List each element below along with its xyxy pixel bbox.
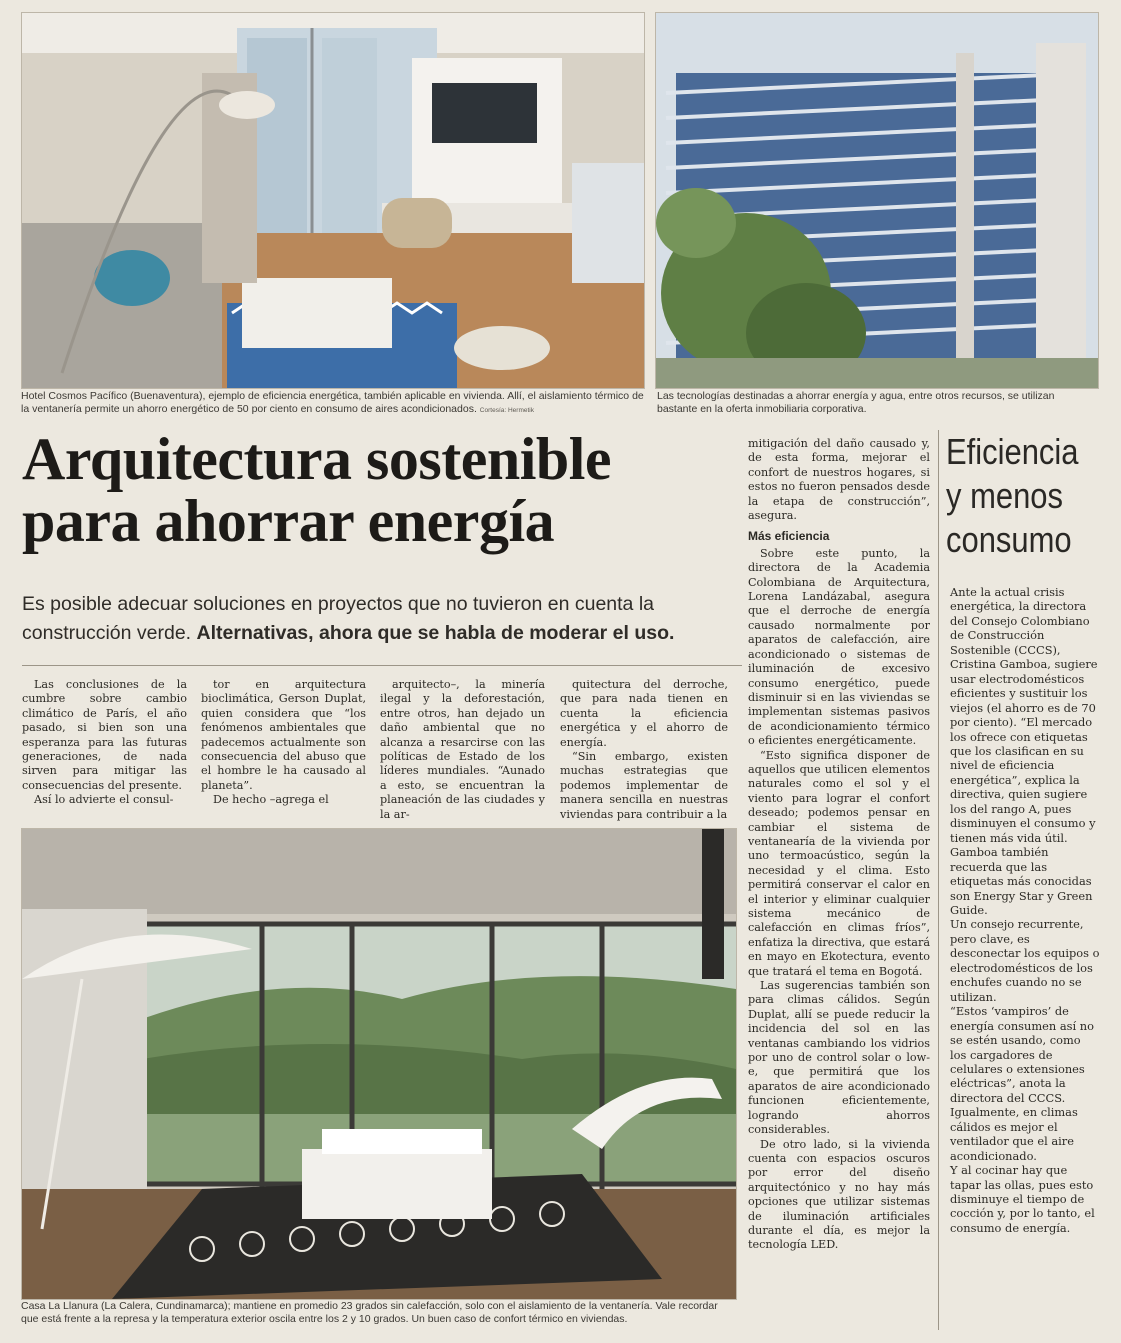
sidebar-paragraph-3: “Estos ‘vampiros’ de energía consumen así no se estén usando, como los cargadores de celulares o extensiones eléctricas”, anota la directora del CCCS. — [950, 1004, 1094, 1105]
col2-paragraph-2: De hecho –agrega el — [213, 793, 329, 807]
sidebar-paragraph-1: Ante la actual crisis energética, la directora del Consejo Colombiano de Construcción Sostenible (CCCS), Cristina Gamboa, sugiere usar electrodomésticos eficientes y sustituir los viejos (el ahorro es de 70 por ciento). “El mercado los ofrece con etiquetas que los clasifican en su nivel de eficiencia energética”, explica la directiva, quien sugiere los del rango A, pues disminuyen el consumo y tienen más vida útil. Gamboa también recuerda que las etiquetas más conocidas son Energy Star y Green Guide. — [950, 585, 1098, 917]
deck-plain-text: Es posible adecuar soluciones en proyectos que no tuvieron en cuenta la construcción verde. — [22, 593, 654, 644]
col2-paragraph-1: tor en arquitectura bioclimática, Gerson Duplat, quien considera que “los fenómenos ambientales que padecemos actualmente son consecuencia del abuso que el hombre le ha causado al planeta”. — [201, 678, 366, 792]
section-subhead: Más eficiencia — [748, 529, 830, 544]
col5-paragraph-4: Las sugerencias también son para climas cálidos. Según Duplat, allí se puede reducir la incidencia del sol en las ventanas cambiando los vidrios por uno de control solar o low-e, que permitirá que los aparatos de aire acondicionado funcionen eficientemente, logrando ahorros considerables. — [748, 979, 930, 1137]
hotel-room-illustration — [22, 13, 644, 388]
col4-paragraph-1: quitectura del derroche, que para nada tienen en cuenta la eficiencia energética y el ahorro de energía. — [560, 678, 728, 749]
col5-paragraph-1: mitigación del daño causado y, de esta forma, mejorar el confort de nuestros hogares, si estos no fueron pensados desde la etapa de construcción”, asegura. — [748, 437, 930, 523]
sidebar-title-line-2: y menos — [946, 475, 1064, 516]
col3-paragraph-1: arquitecto–, la minería ilegal y la deforestación, entre otros, han dejado un daño ambiental que no alcanza a resarcirse con las políticas de Estado de los líderes mundiales. “Aunado a esto, se encuentran la planeación de las ciudades y la ar- — [380, 678, 545, 821]
col5-paragraph-2: Sobre este punto, la directora de la Academia Colombiana de Arquitectura, Lorena Landázabal, asegura que el derroche de energía causado normalmente por aparatos de calefacción, aire acondicionado o sistemas de iluminación de excesivo consumo energético, puede disminuir si en las viviendas se implementan sistemas pasivos de acondicionamiento térmico o eficientes energéticamente. — [748, 546, 930, 748]
article-column-2 — [201, 678, 366, 808]
sidebar-paragraph-2: Un consejo recurrente, pero clave, es desconectar los equipos o electrodomésticos de los enchufes cuando no se utilizan. — [950, 917, 1100, 1004]
sidebar-paragraph-4: Igualmente, en climas cálidos es mejor el ventilador que el aire acondicionado. — [950, 1105, 1078, 1163]
hotel-room-photo — [21, 12, 645, 389]
sidebar-divider — [938, 430, 939, 1330]
hotel-photo-caption — [21, 390, 651, 417]
article-column-3 — [380, 678, 545, 822]
house-photo-caption: Casa La Llanura (La Calera, Cundinamarca); mantiene en promedio 23 grados sin calefacción, solo con el aislamiento de la ventanería. Vale recordar que está frente a la represa y la temperatura exterior oscila entre los 2 y 10 grados. Un buen caso de confort térmico en viviendas. — [21, 1300, 718, 1325]
col1-paragraph-1: Las conclusiones de la cumbre sobre cambio climático de París, el año pasado, si bien son una esperanza para las futuras generaciones, de nada sirven para mitigar las consecuencias del presente. — [22, 678, 187, 792]
deck-bold-text: Alternativas, ahora que se habla de moderar el uso. — [196, 622, 675, 644]
col5-paragraph-3: “Esto significa disponer de aquellos que utilicen elementos naturales como el sol y el viento para lograr el confort deseado; podemos pensar en cambiar el sistema de ventanearía de la vivienda por uno termoacústico, según la necesidad y el clima. Esto permitirá conservar el calor en el interior y eliminar cualquier sistema mecánico de calefacción en climas fríos”, enfatiza la directiva, que estará en mayo en Ekotectura, evento que tratará el tema en Bogotá. — [748, 748, 930, 978]
sidebar-body — [950, 585, 1100, 1235]
article-deck — [22, 590, 742, 648]
article-column-4 — [560, 678, 728, 822]
building-illustration — [656, 13, 1098, 388]
house-photo — [21, 828, 737, 1300]
headline-line-1: Arquitectura sostenible — [22, 426, 612, 492]
house-illustration — [22, 829, 736, 1299]
sidebar-title — [946, 430, 1092, 562]
building-photo — [655, 12, 1099, 389]
sidebar-title-line-3: consumo — [946, 519, 1072, 560]
headline-line-2: para ahorrar energía — [22, 488, 555, 554]
article-column-5 — [748, 437, 930, 1253]
hotel-photo-credit: Cortesía: Hermetik — [479, 407, 534, 414]
sidebar-title-line-1: Eficiencia — [946, 431, 1079, 472]
col5-paragraph-5: De otro lado, si la vivienda cuenta con espacios oscuros por error del diseño arquitectónico y no hay más opciones que utilizar sistemas de iluminación artificiales durante el día, es mejor la tecnología LED. — [748, 1137, 930, 1252]
article-column-1 — [22, 678, 187, 808]
sidebar-paragraph-5: Y al cocinar hay que tapar las ollas, pues esto disminuye el tiempo de cocción y, por lo tanto, el consumo de energía. — [950, 1163, 1095, 1235]
hotel-caption-text: Hotel Cosmos Pacífico (Buenaventura), ejemplo de eficiencia energética, también aplicable en vivienda. Allí, el aislamiento térmico de la ventanería permite un ahorro energético de 50 por ciento en consumo de aires acondicionados. — [21, 390, 644, 415]
article-headline — [22, 428, 722, 552]
deck-rule — [22, 665, 742, 666]
col4-paragraph-2: “Sin embargo, existen muchas estrategias que podemos implementar de manera sencilla en nuestras viviendas para contribuir a la — [560, 750, 728, 821]
col1-paragraph-2: Así lo advierte el consul- — [34, 793, 174, 807]
building-photo-caption: Las tecnologías destinadas a ahorrar energía y agua, entre otros recursos, se utilizan bastante en la oferta inmobiliaria corporativa. — [657, 390, 1055, 415]
